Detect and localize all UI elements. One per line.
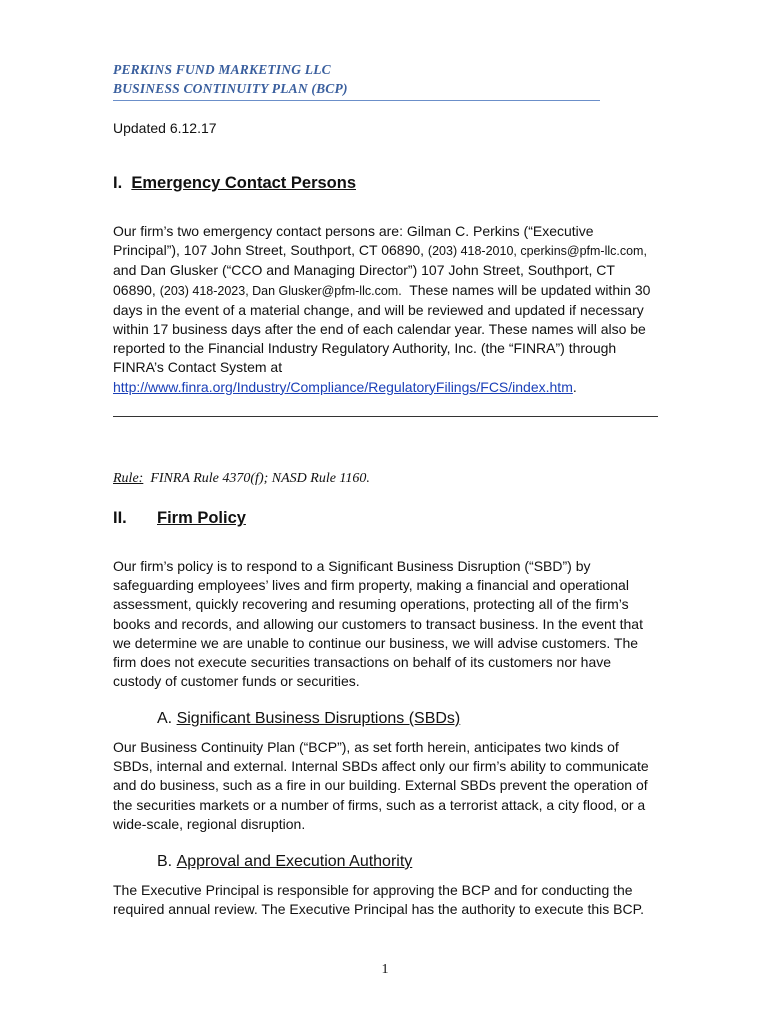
subsection-a-paragraph: Our Business Continuity Plan (“BCP”), as set forth herein, anticipates two kinds of SBDs, internal and external. Internal SBDs affect only our firm’s ability to communicate and do business, such as a fire in our building. External SBDs prevent the operation of the securities markets or a number of firms, such as a terrorist attack, a city flood, or a wide-scale, regional disruption. xyxy=(113,739,649,832)
subsection-a-letter: A. xyxy=(157,710,173,727)
page-number: 1 xyxy=(381,962,389,977)
header-rule xyxy=(113,100,600,101)
rule-reference xyxy=(113,471,370,487)
section-2-paragraph: Our firm’s policy is to respond to a Significant Business Disruption (“SBD”) by safeguarding employees’ lives and firm property, making a financial and operational assessment, quickly recovering and resuming operations, protecting all of the firm’s books and records, and allowing our customers to transact business. In the event that we determine we are unable to continue our business, we will advise customers. The firm does not execute securities transactions on behalf of its customers nor have custody of customer funds or securities. xyxy=(113,558,643,690)
subsection-b-paragraph: The Executive Principal is responsible for approving the BCP and for conducting the required annual review. The Executive Principal has the authority to execute this BCP. xyxy=(113,882,645,918)
subsection-b-title: Approval and Execution Authority xyxy=(176,853,413,870)
subsection-b-heading xyxy=(157,853,412,871)
section-2-title: Firm Policy xyxy=(157,509,246,527)
section-1-title: Emergency Contact Persons xyxy=(131,174,357,192)
section-1-number: I. xyxy=(113,174,123,192)
updated-date: Updated 6.12.17 xyxy=(113,120,217,136)
rule-label: Rule: xyxy=(113,471,144,486)
rule-text: FINRA Rule 4370(f); NASD Rule 1160. xyxy=(150,471,370,486)
subsection-b-letter: B. xyxy=(157,853,173,870)
section-2-heading xyxy=(113,509,246,528)
section-2-number: II. xyxy=(113,509,127,527)
document-header xyxy=(113,60,600,98)
header-plan-title: BUSINESS CONTINUITY PLAN (BCP) xyxy=(113,81,348,96)
section-1-heading xyxy=(113,174,356,193)
finra-contact-system-link[interactable]: http://www.finra.org/Industry/Compliance/RegulatoryFilings/FCS/index.htm xyxy=(113,378,573,395)
subsection-a-heading xyxy=(157,710,460,728)
section-divider xyxy=(113,416,658,417)
header-company: PERKINS FUND MARKETING LLC xyxy=(113,62,331,77)
section-1-paragraph: Our firm’s two emergency contact persons are: Gilman C. Perkins (“Executive Principal”), 107 John Street, Southport, CT 06890, (203) 418-2010, cperkins@pfm-llc.com, and Dan Glusker (“CCO and Managing Director”) 107 John Street, Southport, CT 06890, (203) 418-2023, Dan Glusker@pfm-llc.com. These names will be updated within 30 days in the event of a material change, and will be reviewed and updated if necessary within 17 business days after the end of each calendar year. These names will also be reported to the Financial Industry Regulatory Authority, Inc. (the “FINRA”) through FINRA’s Contact System at http://www.finra.org/Industry/Compliance/RegulatoryFilings/FCS/index.htm. xyxy=(113,223,651,395)
subsection-a-title: Significant Business Disruptions (SBDs) xyxy=(176,710,461,727)
